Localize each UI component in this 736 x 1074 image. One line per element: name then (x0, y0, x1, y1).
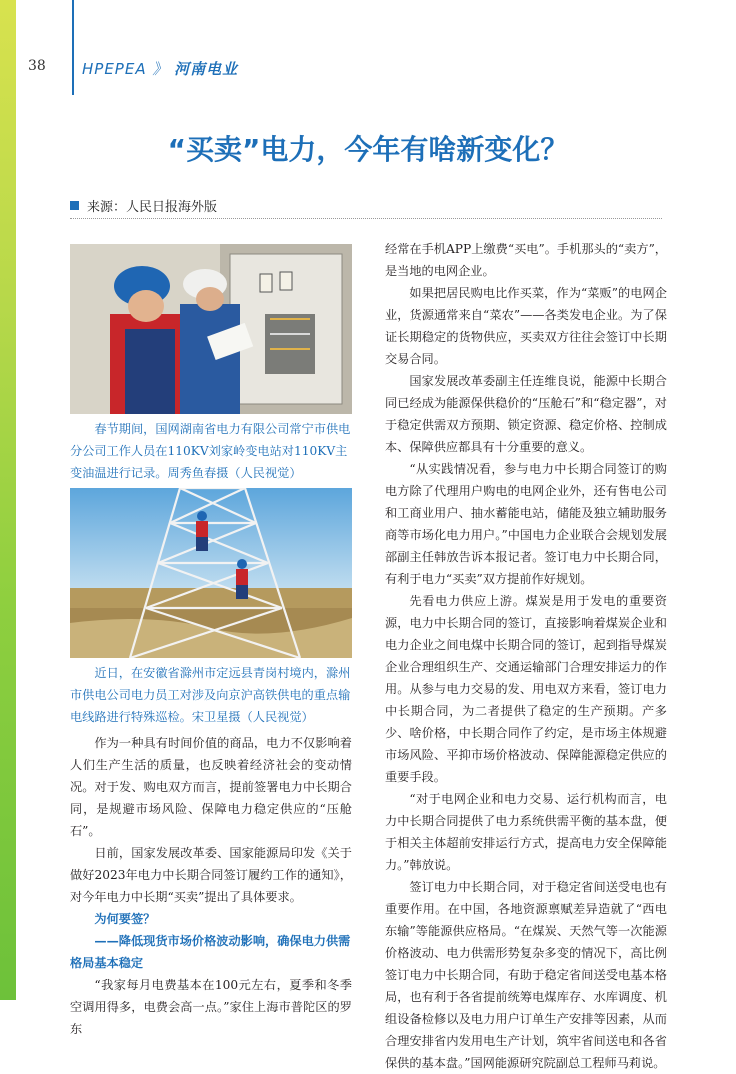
paragraph: “从实践情况看，参与电力中长期合同签订的购电方除了代理用户购电的电网企业外，还有售电公司和工商业用户、抽水蓄能电站，储能及独立辅助服务商等市场化电力用户。”中国电力企业联合会规划发展部副主任韩放告诉本报记者。签订电力中长期合同，有利于电力“买卖”双方提前作好规划。 (385, 462, 667, 586)
magazine-brand (82, 58, 238, 79)
paragraph: 先看电力供应上游。煤炭是用于发电的重要资源，电力中长期合同的签订，直接影响着煤炭企业和电力企业之间电煤中长期合同的签订，起到指导煤炭企业合理组织生产、交通运输部门合理安排运力的作用。从参与电力交易的发、用电双方来看，签订电力中长期合同，为二者提供了稳定的生产预期。产多少、啥价格，中长期合同作了约定，是市场主体规避市场风险、平抑市场价格波动、保障能源稳定供应的重要手段。 (385, 594, 667, 784)
photo-transmission-tower (70, 488, 352, 658)
brand-separator: 》 (152, 60, 169, 78)
article-source (70, 196, 217, 215)
right-column (385, 238, 667, 1074)
left-column (70, 244, 352, 1040)
section-heading: 为何要签？ (94, 912, 156, 926)
paragraph: 日前，国家发展改革委、国家能源局印发《关于做好2023年电力中长期合同签订履约工作的通知》，对今年电力中长期“买卖”提出了具体要求。 (70, 846, 352, 904)
paragraph: 经常在手机APP上缴费“买电”。手机那头的“卖方”，是当地的电网企业。 (385, 242, 667, 278)
paragraph: 作为一种具有时间价值的商品，电力不仅影响着人们生产生活的质量，也反映着经济社会的变动情况。对于发、购电双方而言，提前签署电力中长期合同，是规避市场风险、保障电力稳定供应的“压舱石”。 (70, 736, 352, 838)
brand-latin: HPEPEA (82, 60, 147, 78)
paragraph: 如果把居民购电比作买菜，作为“菜贩”的电网企业，货源通常来自“菜农”——各类发电企业。为了保证长期稳定的货物供应，买卖双方往往会签订中长期交易合同。 (385, 286, 667, 366)
paragraph: 国家发展改革委副主任连维良说，能源中长期合同已经成为能源保供稳价的“压舱石”和“稳定器”，对于稳定供需双方预期、锁定资源、稳定价格、控制成本、保障供应都具有十分重要的意义。 (385, 374, 667, 454)
section-subheading: ——降低现货市场价格波动影响，确保电力供需格局基本稳定 (70, 934, 351, 970)
photo1-caption: 春节期间，国网湖南省电力有限公司常宁市供电分公司工作人员在110KV刘家岭变电站对110KV主变油温进行记录。周秀鱼春摄（人民视觉） (70, 422, 351, 480)
photo2-caption: 近日，在安徽省滁州市定远县青岗村境内，滁州市供电公司电力员工对涉及向京沪高铁供电的重点输电线路进行特殊巡检。宋卫星摄（人民视觉） (70, 666, 351, 724)
photo-substation-workers (70, 244, 352, 414)
paragraph: 签订电力中长期合同，对于稳定省间送受电也有重要作用。在中国，各地资源禀赋差异造就了“西电东输”等能源供应格局。“在煤炭、天然气等一次能源价格波动、电力供需形势复杂多变的情况下，高比例签订电力中长期合同，有助于稳定省间送受电基本格局，也有利于各省提前统筹电煤库存、水库调度、机组设备检修以及电力用户订单生产安排等因素，从而合理安排省内发用电生产计划，筑牢省间送电和各省保供的基本盘。”国网能源研究院副总工程师马莉说。 (385, 880, 667, 1070)
paragraph: “对于电网企业和电力交易、运行机构而言，电力中长期合同提供了电力系统供需平衡的基本盘，便于相关主体超前安排运行方式，提高电力安全保障能力。”韩放说。 (385, 792, 667, 872)
brand-chinese: 河南电业 (174, 60, 239, 78)
source-text: 来源：人民日报海外版 (87, 200, 218, 215)
paragraph: “我家每月电费基本在100元左右，夏季和冬季空调用得多，电费会高一点。”家住上海市普陀区的罗东 (70, 978, 352, 1036)
header-divider (72, 0, 74, 95)
source-square-icon (70, 201, 79, 210)
source-divider (70, 218, 662, 219)
article-title: “买卖”电力，今年有啥新变化？ (167, 133, 569, 166)
page-number: 38 (28, 58, 46, 74)
